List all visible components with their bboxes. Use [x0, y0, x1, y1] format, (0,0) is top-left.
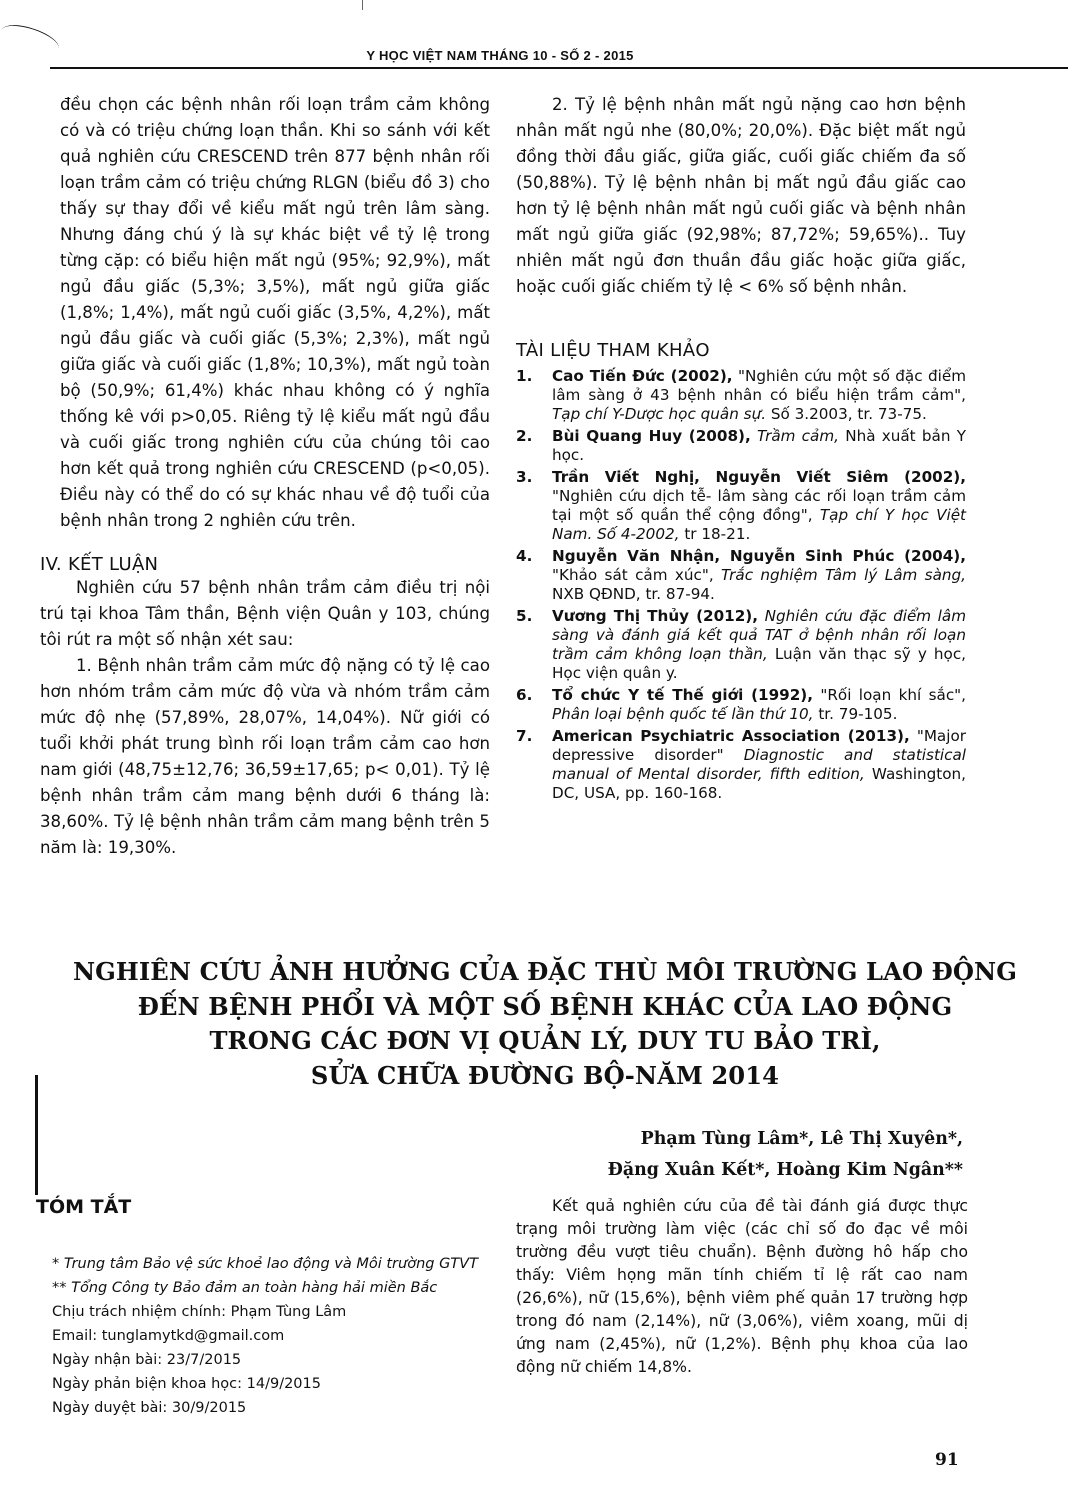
- reference-item: [516, 427, 966, 465]
- reference-number: 1.: [516, 367, 533, 385]
- scan-mark: [362, 0, 363, 10]
- margin-bar: [35, 1075, 38, 1195]
- email-line: Email: tunglamytkd@gmail.com: [52, 1328, 285, 1344]
- running-header: Y HỌC VIỆT NAM THÁNG 10 - SỐ 2 - 2015: [366, 48, 634, 63]
- reference-author: American Psychiatric Association (2013),: [552, 727, 910, 745]
- reference-author: Vương Thị Thủy (2012),: [552, 607, 759, 625]
- reference-author: Tổ chức Y tế Thế giới (1992),: [552, 686, 814, 704]
- reference-italic: Tạp chí Y học Việt Nam. Số 4-2002,: [552, 506, 966, 543]
- reference-italic: Diagnostic and statistical manual of Mental disorder, fifth edition,: [552, 746, 966, 783]
- reference-text: "Nghiên cứu một số đặc điểm lâm sàng ở 43 bệnh nhân có biểu hiện trầm cảm",: [552, 367, 966, 404]
- accepted-date: Ngày duyệt bài: 30/9/2015: [52, 1400, 247, 1416]
- reference-tail: Luận văn thạc sỹ y học, Học viện quân y.: [552, 645, 966, 682]
- reference-item: [516, 686, 966, 724]
- left-column: [40, 92, 490, 861]
- reference-body: [552, 547, 966, 604]
- received-date: Ngày nhận bài: 23/7/2015: [52, 1352, 242, 1368]
- header-rule: [50, 67, 1068, 69]
- authors-line: Đặng Xuân Kết*, Hoàng Kim Ngân**: [607, 1160, 963, 1180]
- reference-body: [552, 367, 966, 424]
- reference-italic: Phân loại bệnh quốc tế lần thứ 10,: [552, 705, 814, 723]
- reference-body: [552, 427, 966, 465]
- title-line: SỬA CHỮA ĐƯỜNG BỘ-NĂM 2014: [310, 1060, 780, 1090]
- reference-body: [552, 607, 966, 683]
- footnote-affiliation-1: * Trung tâm Bảo vệ sức khoẻ lao động và Môi trường GTVT: [52, 1256, 478, 1272]
- reference-text: "Major depressive disorder": [552, 727, 966, 764]
- authors-line: Phạm Tùng Lâm*, Lê Thị Xuyên*,: [640, 1129, 963, 1149]
- reference-number: 5.: [516, 607, 533, 625]
- conclusion-point-2: 2. Tỷ lệ bệnh nhân mất ngủ nặng cao hơn bệnh nhân mất ngủ nhe (80,0%; 20,0%). Đặc biệt mất ngủ đồng thời đầu giấc, giữa giấc, cuối giấc chiếm đa số (50,88%). Tỷ lệ bệnh nhân bị mất ngủ đầu giấc cao hơn tỷ lệ bệnh nhân mất ngủ cuối giấc và bệnh nhân mất ngủ giữa giấc (92,98%; 87,72%; 59,65%).. Tuy nhiên mất ngủ đơn thuần đầu giấc hoặc giữa giấc, hoặc cuối giấc chiếm tỷ lệ < 6% số bệnh nhân.: [516, 95, 966, 296]
- reference-number: 2.: [516, 427, 533, 445]
- reference-tail: NXB QĐND, tr. 87-94.: [552, 585, 715, 603]
- reference-body: [552, 727, 966, 803]
- title-line: TRONG CÁC ĐƠN VỊ QUẢN LÝ, DUY TU BẢO TRÌ,: [209, 1026, 881, 1055]
- reference-author: Bùi Quang Huy (2008),: [552, 427, 751, 445]
- abstract-text: Kết quả nghiên cứu của đề tài đánh giá được thực trạng môi trường làm việc (các chỉ số đo đạc về môi trường đều vượt tiêu chuẩn). Bệnh đường hô hấp cho thấy: Viêm họng mãn tính chiếm tỉ lệ rất cao nam (26,6%), nữ (15,6%), bệnh viêm phế quản 17 trường hợp trong đó nam (2,14%), nữ (3,06%), viêm xoang, mũi dị ứng nam (2,45%), nữ (1,2%). Bệnh phụ khoa của lao động nữ chiếm 14,8%.: [516, 1197, 968, 1376]
- reference-list: [516, 367, 966, 803]
- reference-tail: tr. 79-105.: [818, 705, 898, 723]
- article-title: [30, 955, 1060, 1093]
- reference-body: [552, 468, 966, 544]
- responsible-author: Chịu trách nhiệm chính: Phạm Tùng Lâm: [52, 1304, 347, 1320]
- reference-body: [552, 686, 966, 724]
- reference-item: [516, 367, 966, 424]
- reference-number: 3.: [516, 468, 533, 486]
- reference-text: "Khảo sát cảm xúc",: [552, 566, 714, 584]
- right-column: [516, 92, 966, 806]
- review-date: Ngày phản biện khoa học: 14/9/2015: [52, 1376, 321, 1392]
- references-heading: TÀI LIỆU THAM KHẢO: [516, 340, 710, 361]
- reference-author: Cao Tiến Đức (2002),: [552, 367, 733, 385]
- reference-item: [516, 468, 966, 544]
- reference-tail: Nhà xuất bản Y học.: [552, 427, 966, 464]
- reference-number: 7.: [516, 727, 533, 745]
- title-line: ĐẾN BỆNH PHỔI VÀ MỘT SỐ BỆNH KHÁC CỦA LAO ĐỘNG: [137, 991, 953, 1021]
- author-list: [500, 1124, 963, 1186]
- reference-item: [516, 727, 966, 803]
- header-ornament: [0, 19, 62, 59]
- footnote-affiliation-2: ** Tổng Công ty Bảo đảm an toàn hàng hải miền Bắc: [52, 1280, 438, 1296]
- conclusion-point-1: 1. Bệnh nhân trầm cảm mức độ nặng có tỷ lệ cao hơn nhóm trầm cảm mức độ vừa và nhóm trầm cảm mức độ nhẹ (57,89%, 28,07%, 14,04%). Nữ giới có tuổi khởi phát trung bình rối loạn trầm cảm cao hơn nam giới (48,75±12,76; 36,59±17,65; p< 0,01). Tỷ lệ bệnh nhân trầm cảm mang bệnh dưới 6 tháng là: 38,60%. Tỷ lệ bệnh nhân trầm cảm mang bệnh trên 5 năm là: 19,30%.: [40, 656, 490, 857]
- page-number: 91: [935, 1450, 959, 1470]
- reference-italic: Trắc nghiệm Tâm lý Lâm sàng,: [721, 566, 966, 584]
- title-line: NGHIÊN CỨU ẢNH HƯỞNG CỦA ĐẶC THÙ MÔI TRƯỜNG LAO ĐỘNG: [72, 957, 1018, 986]
- reference-italic: Nghiên cứu đặc điểm lâm sàng và đánh giá kết quả TAT ở bệnh nhân rối loạn trầm cảm không loạn thần,: [552, 607, 966, 663]
- reference-text: "Nghiên cứu dịch tễ- lâm sàng các rối loạn trầm cảm tại một số quần thể cộng đồng",: [552, 487, 966, 524]
- reference-tail: Washington, DC, USA, pp. 160-168.: [552, 765, 966, 802]
- reference-italic: Trầm cảm,: [756, 427, 839, 445]
- reference-text: "Rối loạn khí sắc",: [820, 686, 966, 704]
- reference-item: [516, 607, 966, 683]
- reference-author: Nguyễn Văn Nhận, Nguyễn Sinh Phúc (2004),: [552, 547, 966, 565]
- conclusion-intro: Nghiên cứu 57 bệnh nhân trầm cảm điều trị nội trú tại khoa Tâm thần, Bệnh viện Quân y 103, chúng tôi rút ra một số nhận xét sau:: [40, 578, 490, 649]
- footnotes: [52, 1252, 512, 1420]
- reference-item: [516, 547, 966, 604]
- reference-number: 4.: [516, 547, 533, 565]
- reference-tail: Số 3.2003, tr. 73-75.: [770, 405, 927, 423]
- reference-tail: tr 18-21.: [684, 525, 751, 543]
- summary-heading: TÓM TẮT: [36, 1196, 132, 1218]
- discussion-paragraph: đều chọn các bệnh nhân rối loạn trầm cảm không có và có triệu chứng loạn thần. Khi so sánh với kết quả nghiên cứu CRESCEND trên 877 bệnh nhân rối loạn trầm cảm có triệu chứng RLGN (biểu đồ 3) cho thấy sự thay đổi về kiểu mất ngủ trên lâm sàng. Nhưng đáng chú ý là sự khác biệt về tỷ lệ trong từng cặp: có biểu hiện mất ngủ (95%; 92,9%), mất ngủ đầu giấc (5,3%; 3,5%), mất ngủ giữa giấc (1,8%; 1,4%), mất ngủ cuối giấc (3,5%, 4,2%), mất ngủ đầu giấc và cuối giấc (5,3%; 2,3%), mất ngủ giữa giấc và cuối giấc (1,8%; 10,3%), mất ngủ toàn bộ (50,9%; 61,4%) khác nhau không có ý nghĩa thống kê với p>0,05. Riêng tỷ lệ kiểu mất ngủ đầu và cuối giấc trong nghiên cứu của chúng tôi cao hơn kết quả trong nghiên cứu CRESCEND (p<0,05). Điều này có thể do có sự khác nhau về độ tuổi của bệnh nhân trong 2 nghiên cứu trên.: [60, 95, 490, 530]
- reference-number: 6.: [516, 686, 533, 704]
- reference-italic: Tạp chí Y-Dược học quân sự.: [552, 405, 767, 423]
- conclusion-heading: IV. KẾT LUẬN: [40, 554, 159, 575]
- reference-author: Trần Viết Nghị, Nguyễn Viết Siêm (2002),: [552, 468, 966, 486]
